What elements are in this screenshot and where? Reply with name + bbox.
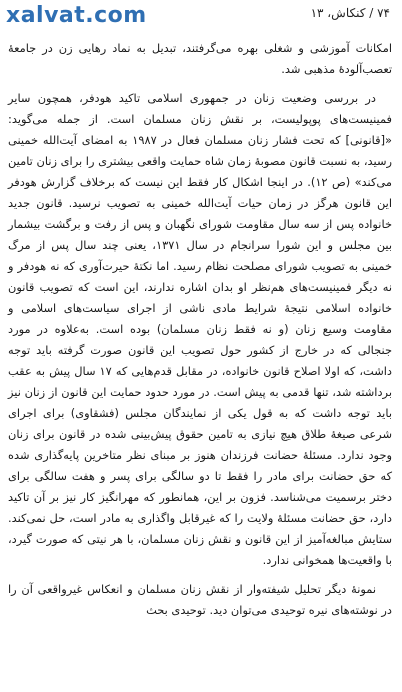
paragraph-next: نمونهٔ دیگر تحلیل شیفته‌وار از نقش زنان مسلمان و انعکاس غیرواقعی آن را در نوشته‌های نیره توحیدی می‌توان دید. توحیدی بحث — [8, 582, 392, 617]
site-watermark: xalvat.com — [6, 3, 147, 28]
running-head: ۷۴ / کنکاش، ۱۳ — [310, 6, 390, 20]
page-body — [8, 38, 392, 621]
paragraph-continuation: امکانات آموزشی و شغلی بهره می‌گرفتند، تبدیل به نماد رهایی زن در جامعهٔ تعصب‌آلودهٔ مذهبی شد. — [8, 41, 392, 76]
paragraph-main: در بررسی وضعیت زنان در جمهوری اسلامی تاکید هودفر، همچون سایر فمینیست‌های پوپولیست، بر نقش زنان مسلمان است. از جمله می‌گوید: «[قانونی] که تحت فشار زنان مسلمان فعال در ۱۹۸۷ به امضای آیت‌الله خمینی رسید، به نسبت قانون مصوبهٔ زمان شاه حمایت واقعی بیشتری را برای زنان تامین می‌کند» (ص ۱۲). در اینجا اشکال کار فقط این نیست که برخلاف گزارش هودفر این قانون هرگز در زمان حیات آیت‌الله خمینی به تصویب نرسید. قانون جدید خانواده پس از سه سال مقاومت شورای نگهبان و پس از رفت و برگشت بیشمار بین مجلس و این شورا سرانجام در سال ۱۳۷۱، یعنی چند سال پس از مرگ خمینی به تصویب شورای مصلحت نظام رسید. اما نکتهٔ حیرت‌آوری که نه هودفر و نه دیگر فمینیست‌های هم‌نظر او بدان اشاره ندارند، این است که تصویب قانون خانواده اسلامی نتیجهٔ شرایط مادی ناشی از اجرای سیاست‌های اسلامی و مقاومت وسیع زنان (و نه فقط زنان مسلمان) بوده است. به‌علاوه در مورد جنجالی که در خارج از کشور حول تصویب این قانون صورت گرفته باید توجه داشت، که اولا اصلاح قانون خانواده، در مقابل قدم‌هایی که ۱۷ سال پیش به عقب برداشته شد، تنها قدمی به پیش است. در مورد حدود حمایت این قانون از زنان نیز باید توجه داشت که به قول یکی از نمایندگان مجلس (فشقاوی) برای اجرای شرعی صیغهٔ طلاق هیچ نیازی به تامین حقوق پیش‌بینی شده در قانون برای زنان وجود ندارد. مسئلهٔ حضانت فرزندان هنوز بر مبنای نظر متاخرین پایه‌گذاری شده که حق حضانت برای مادر را فقط تا دو سالگی برای پسر و هفت سالگی برای دختر برسمیت می‌شناسد. فزون بر این، همانطور که مهرانگیز کار نیز بر آن تاکید دارد، حق حضانت مسئلهٔ ولایت را که غیرقابل واگذاری به مادر است، حل نمی‌کند. ستایش مبالغه‌آمیز از این قانون و نقش زنان مسلمان، با هر نیتی که صورت گیرد، با واقعیت‌ها همخوانی ندارد. — [8, 91, 392, 567]
